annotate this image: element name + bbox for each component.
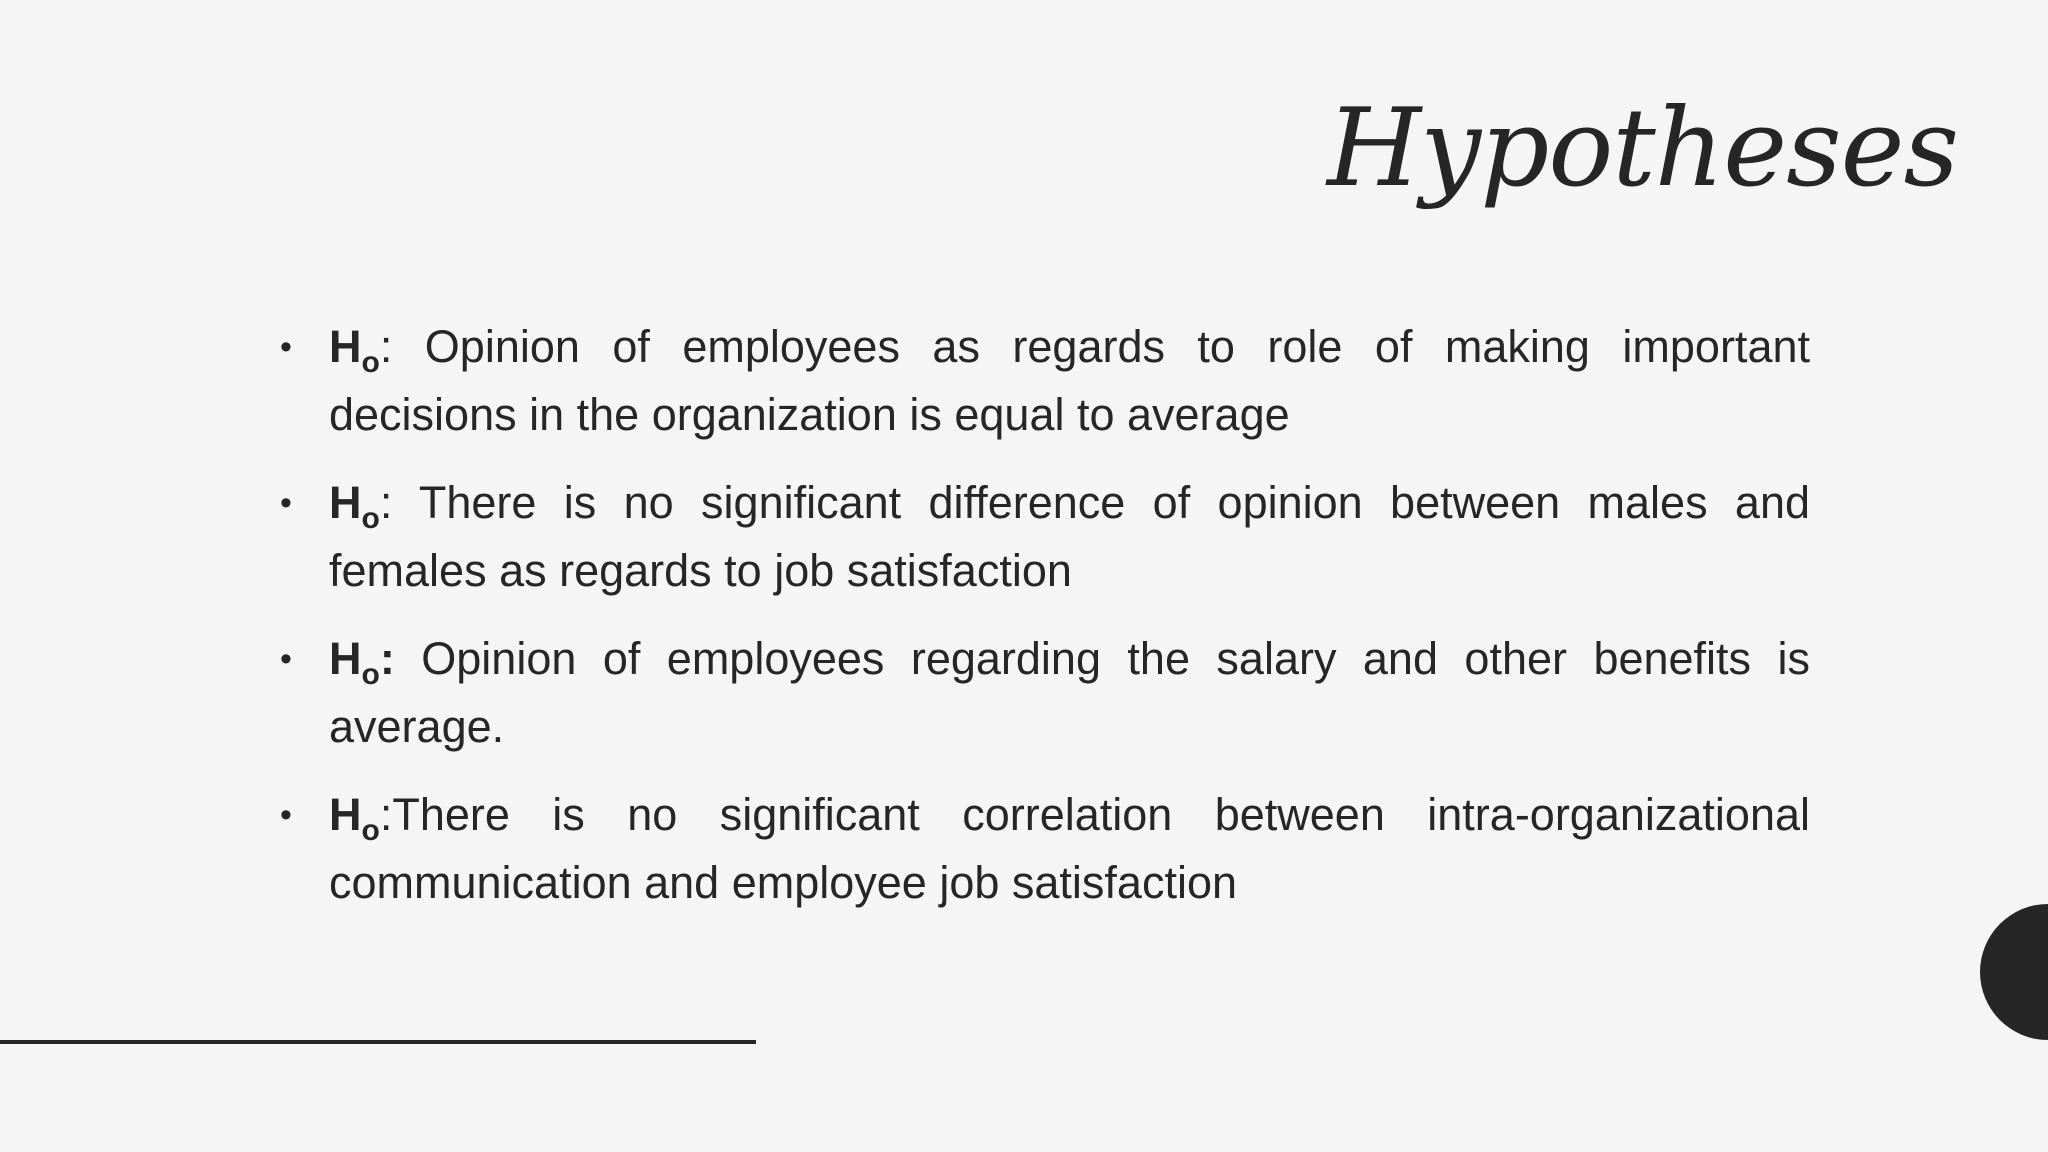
bullet-icon: • bbox=[280, 328, 292, 366]
decorative-circle bbox=[1980, 904, 2048, 1040]
hypothesis-subscript: o bbox=[361, 346, 380, 379]
hypothesis-text: There is no significant difference of opinion between males and females as regards to job satisfaction bbox=[329, 477, 1810, 596]
hypothesis-separator: : bbox=[379, 789, 393, 840]
hypothesis-symbol: H bbox=[329, 321, 362, 372]
bullet-icon: • bbox=[280, 640, 292, 678]
hypothesis-text: Opinion of employees regarding the salary and other benefits is average. bbox=[329, 633, 1810, 752]
hypothesis-symbol: H bbox=[329, 477, 362, 528]
hypothesis-text: Opinion of employees as regards to role of making important decisions in the organization is equal to average bbox=[329, 321, 1810, 440]
bullet-icon: • bbox=[280, 484, 292, 522]
hypothesis-item-4 bbox=[280, 781, 1810, 917]
hypothesis-separator: : bbox=[379, 477, 393, 528]
slide-title: Hypotheses bbox=[1327, 86, 1958, 211]
bullet-icon: • bbox=[280, 796, 292, 834]
hypothesis-symbol: H bbox=[329, 789, 362, 840]
hypothesis-separator: : bbox=[379, 321, 393, 372]
hypothesis-subscript: o bbox=[361, 814, 380, 847]
hypothesis-item-1 bbox=[280, 313, 1810, 449]
hypothesis-item-2 bbox=[280, 469, 1810, 605]
hypothesis-subscript: o bbox=[361, 658, 380, 691]
hypothesis-text: There is no significant correlation between intra-organizational communication and employee job satisfaction bbox=[329, 789, 1810, 908]
decorative-divider-line bbox=[0, 1040, 756, 1044]
hypothesis-subscript: o bbox=[361, 502, 380, 535]
hypothesis-item-3 bbox=[280, 625, 1810, 761]
hypothesis-separator: : bbox=[379, 633, 395, 684]
hypotheses-list bbox=[280, 313, 1810, 937]
hypothesis-symbol: H bbox=[329, 633, 362, 684]
